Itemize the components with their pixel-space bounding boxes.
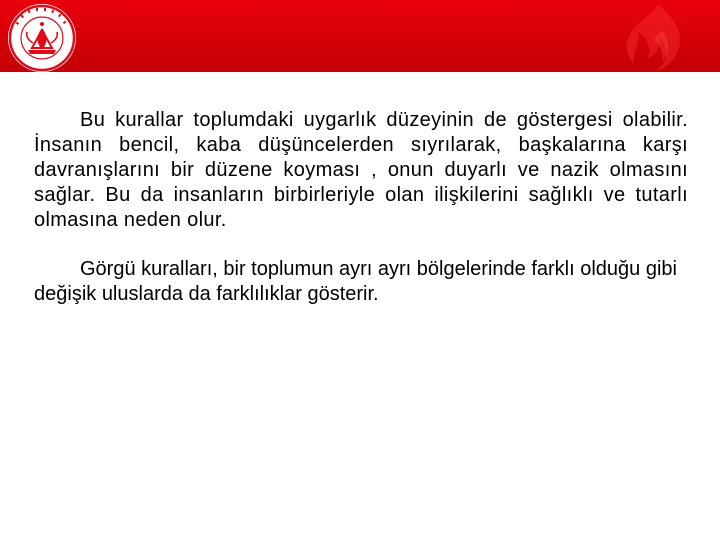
ministry-emblem-icon	[6, 2, 78, 74]
header-band	[0, 0, 720, 72]
paragraph-2: Görgü kuralları, bir toplumun ayrı ayrı bölgelerinde farklı olduğu gibi değişik uluslarda da farklılıklar gösterir.	[34, 258, 677, 305]
slide-body	[34, 108, 688, 307]
flame-watermark-icon	[618, 0, 698, 72]
paragraph-1: Bu kurallar toplumdaki uygarlık düzeyinin de göstergesi olabilir. İnsanın bencil, kaba düşüncelerden sıyrılarak, başkalarına karşı davranışlarını bir düzene koyması , onun duyarlı ve nazik olmasını sağlar. Bu da insanların birbirleriyle olan ilişkilerini sağlıklı ve tutarlı olmasına neden olur.	[34, 109, 688, 231]
